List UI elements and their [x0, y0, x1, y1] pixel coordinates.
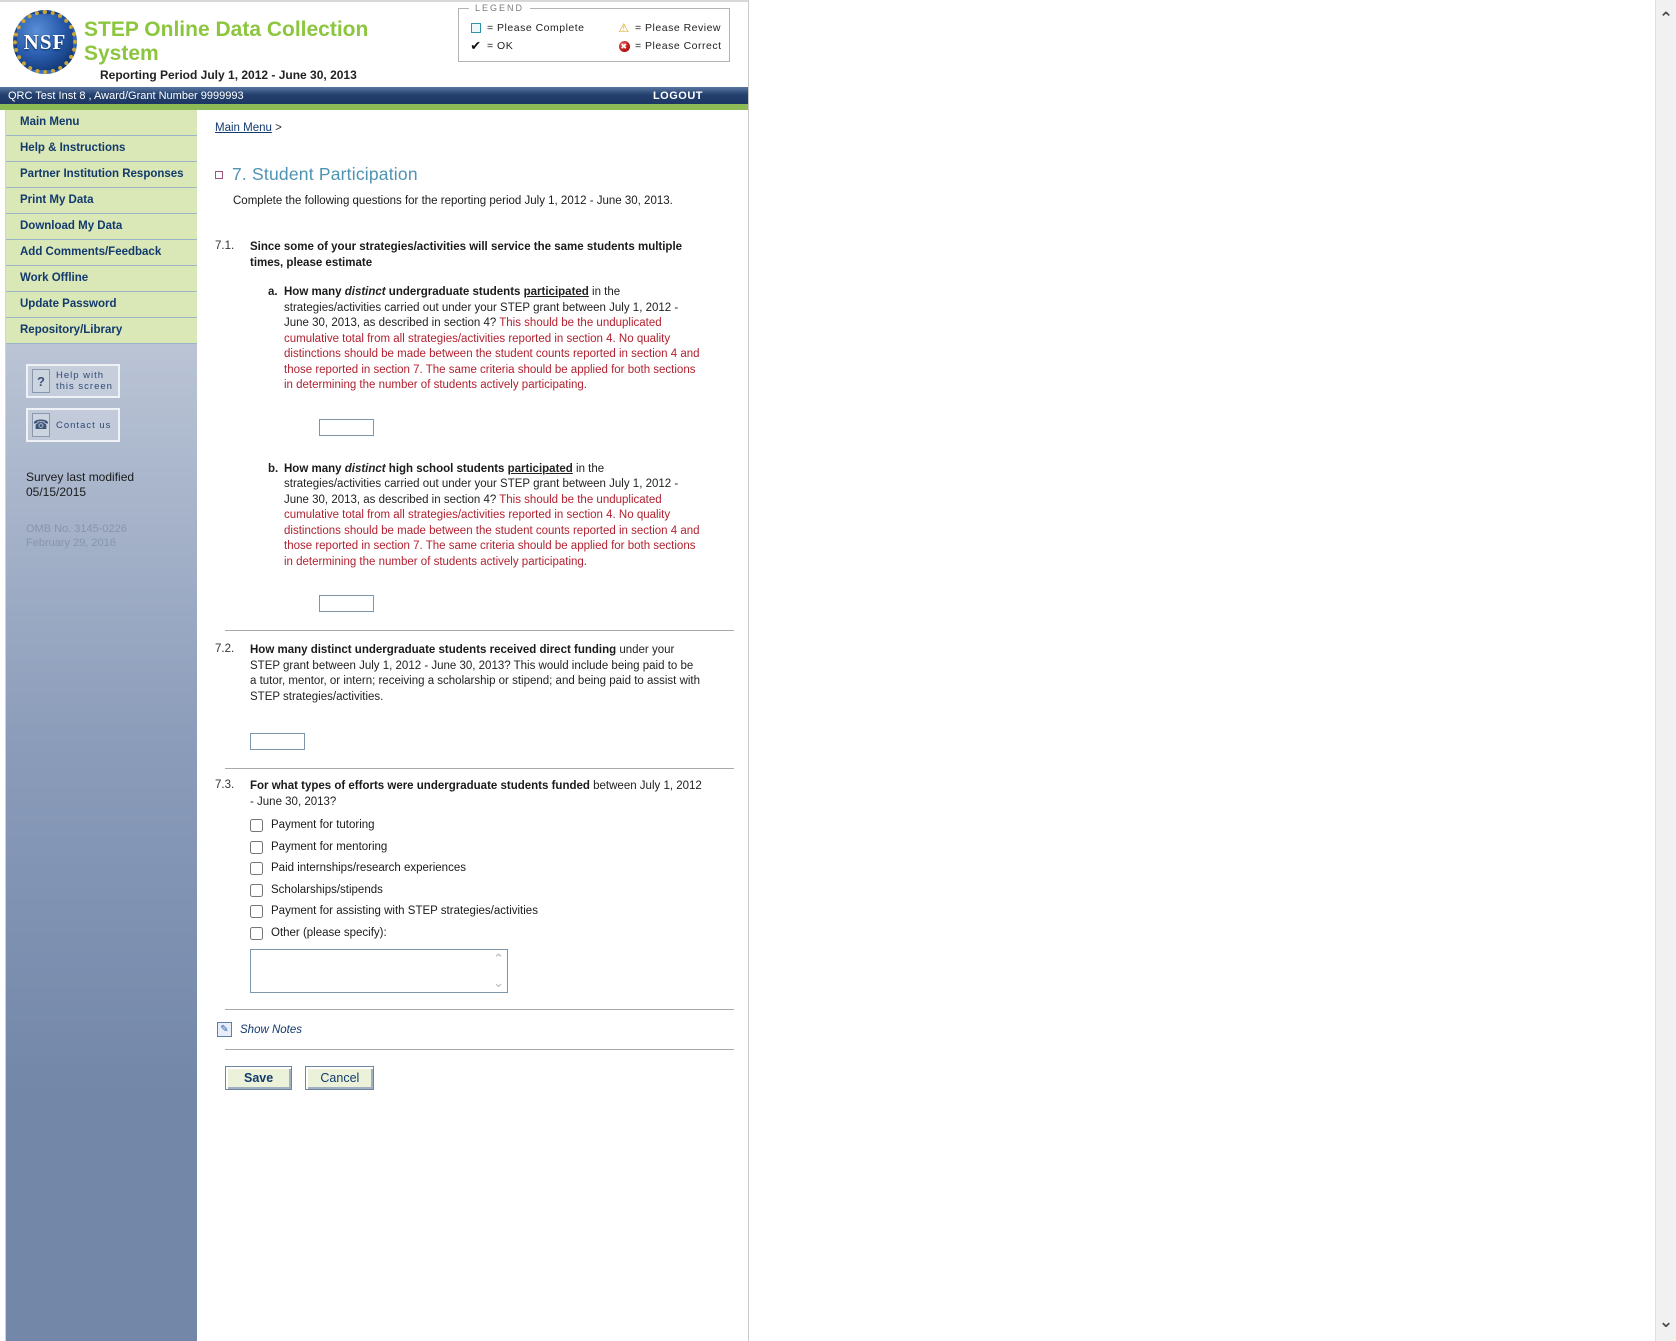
q71b-text: How many distinct high school students participated in the strategies/activities carried out under your STEP grant between July 1, 2012 - June 30, 2013, as described in section 4? This should be the unduplicated cumulative total from all strategies/activities reported in section 4. No quality distinctions should be made between the student counts reported in section 4 and those reported in section 7. The same criteria should be applied for both sections in determining the number of students actively participating.	[284, 462, 700, 568]
form-buttons	[225, 1066, 736, 1090]
q72-count-input[interactable]	[250, 733, 305, 750]
sidebar-item-add-comments-feedback[interactable]: Add Comments/Feedback	[6, 240, 197, 266]
omb-date: February 29, 2016	[26, 537, 116, 549]
sidebar-item-work-offline[interactable]: Work Offline	[6, 266, 197, 292]
survey-last-modified	[26, 470, 197, 500]
sidebar-item-help-instructions[interactable]: Help & Instructions	[6, 136, 197, 162]
checkbox-row-paid-internships	[250, 861, 702, 877]
please-correct-error-icon: ✖	[620, 41, 628, 51]
survey-last-modified-line1: Survey last modified	[26, 470, 135, 484]
payment-mentoring-checkbox[interactable]	[250, 841, 263, 854]
question-mark-icon: ?	[32, 369, 50, 393]
sidebar	[6, 110, 197, 1341]
contact-us-button[interactable]	[26, 408, 120, 442]
show-notes-link[interactable]	[217, 1022, 736, 1037]
scholarships-stipends-checkbox[interactable]	[250, 884, 263, 897]
other-specify-checkbox[interactable]	[250, 927, 263, 940]
checkbox-row-payment-mentoring	[250, 840, 702, 856]
ok-check-icon: ✔	[470, 38, 482, 53]
checkbox-row-payment-assisting	[250, 904, 702, 920]
omb-number: OMB No. 3145-0226	[26, 523, 127, 535]
institution-label: QRC Test Inst 8 , Award/Grant Number 9999993	[8, 89, 244, 102]
legend-label: = Please Complete	[487, 22, 585, 34]
question-7-2-number: 7.2.	[215, 643, 235, 655]
breadcrumb-separator: >	[275, 122, 282, 134]
legend-label: = OK	[487, 40, 514, 52]
legend-item-please-correct	[617, 37, 729, 55]
paid-internships-checkbox[interactable]	[250, 862, 263, 875]
page-title: 7. Student Participation	[232, 164, 418, 184]
omb-note	[26, 522, 197, 550]
intro-text: Complete the following questions for the reporting period July 1, 2012 - June 30, 2013.	[233, 195, 673, 207]
sidebar-item-partner-institution-responses[interactable]: Partner Institution Responses	[6, 162, 197, 188]
q73-text: For what types of efforts were undergraduate students funded between July 1, 2012 - June 30, 2013?	[250, 780, 702, 808]
checkbox-label: Payment for assisting with STEP strategies/activities	[271, 905, 538, 917]
sidebar-item-download-my-data[interactable]: Download My Data	[6, 214, 197, 240]
legend-item-please-review	[617, 19, 729, 37]
sidebar-menu	[6, 110, 197, 344]
scroll-down-arrow-icon[interactable]: ⌄	[1658, 1312, 1674, 1331]
phone-icon: ☎	[32, 413, 50, 437]
textarea-scroll-up-icon: ⌃	[493, 951, 504, 966]
cancel-button[interactable]: Cancel	[305, 1066, 374, 1090]
textarea-scroll-down-icon: ⌄	[493, 975, 504, 990]
q71a-text: How many distinct undergraduate students participated in the strategies/activities carried out under your STEP grant between July 1, 2012 - June 30, 2013, as described in section 4? This should be the unduplicated cumulative total from all strategies/activities reported in section 4. No quality distinctions should be made between the student counts reported in section 4 and those reported in section 7. The same criteria should be applied for both sections in determining the number of students actively participating.	[284, 286, 700, 391]
please-complete-square-icon	[469, 23, 483, 33]
show-notes-label: Show Notes	[240, 1023, 303, 1036]
contact-us-label: Contact us	[56, 419, 112, 431]
question-7-1-a-label: a.	[268, 286, 278, 298]
reporting-period: Reporting Period July 1, 2012 - June 30, 2013	[100, 68, 357, 82]
question-7-2	[215, 643, 736, 750]
sidebar-item-print-my-data[interactable]: Print My Data	[6, 188, 197, 214]
question-7-1-b-label: b.	[268, 462, 279, 475]
question-7-3	[215, 779, 736, 993]
app-title-line2: System	[84, 42, 159, 65]
checkbox-label: Paid internships/research experiences	[271, 862, 466, 874]
question-7-3-number: 7.3.	[215, 779, 235, 791]
payment-assisting-checkbox[interactable]	[250, 905, 263, 918]
q71b-count-input[interactable]	[319, 595, 374, 612]
q71a-red-note: This should be the unduplicated cumulative total from all strategies/activities reported in section 4. No quality distinctions should be made between the student counts reported in section 4 and those reported in section 7. The same criteria should be applied for both sections in determining the number of students actively participating.	[284, 317, 700, 391]
breadcrumb-main-menu-link[interactable]: Main Menu	[215, 122, 272, 134]
question-7-1	[215, 240, 736, 612]
checkbox-row-scholarships-stipends	[250, 883, 702, 899]
save-button[interactable]: Save	[225, 1066, 292, 1090]
app-window	[0, 0, 749, 1341]
legend-item-ok	[469, 37, 617, 55]
nsf-logo	[13, 10, 77, 74]
checkbox-label: Scholarships/stipends	[271, 883, 383, 896]
help-with-this-screen-label: Help with this screen	[56, 370, 113, 392]
page-scrollbar[interactable]	[1655, 0, 1676, 1341]
question-7-1-number: 7.1.	[215, 240, 235, 252]
notes-pencil-icon: ✎	[217, 1022, 232, 1037]
institution-bar	[0, 87, 748, 104]
app-title-line1: STEP Online Data Collection	[84, 18, 369, 41]
main-content	[197, 110, 748, 1341]
question-7-1-a	[268, 285, 702, 436]
help-with-this-screen-button[interactable]	[26, 364, 120, 398]
divider	[225, 630, 734, 631]
divider	[225, 768, 734, 769]
checkbox-label: Other (please specify):	[271, 926, 387, 939]
sidebar-lower-panel	[6, 344, 197, 1341]
legend-title: LEGEND	[469, 3, 530, 13]
please-review-warning-icon: ⚠	[618, 21, 630, 35]
section-status-square-icon	[215, 171, 223, 179]
payment-tutoring-checkbox[interactable]	[250, 819, 263, 832]
logout-button[interactable]: LOGOUT	[652, 89, 703, 102]
checkbox-label: Payment for tutoring	[271, 819, 375, 831]
question-7-1-b	[268, 462, 702, 613]
legend-label: = Please Review	[635, 22, 721, 34]
legend-item-please-complete	[469, 19, 617, 37]
sidebar-item-main-menu[interactable]: Main Menu	[6, 110, 197, 136]
survey-last-modified-date: 05/15/2015	[26, 485, 87, 499]
checkbox-row-other-specify	[250, 926, 702, 942]
breadcrumb	[215, 122, 736, 134]
divider	[225, 1009, 734, 1010]
q71a-count-input[interactable]	[319, 419, 374, 436]
q72-text: How many distinct undergraduate students received direct funding under your STEP grant between July 1, 2012 - June 30, 2013? This would include being paid to be a tutor, mentor, or intern; receiving a scholarship or stipend; and being paid to assist with STEP strategies/activities.	[250, 644, 701, 703]
nsf-logo-text: NSF	[23, 29, 67, 54]
header	[0, 2, 748, 87]
legend-label: = Please Correct	[635, 40, 722, 52]
divider	[225, 1049, 734, 1050]
sidebar-item-repository-library[interactable]: Repository/Library	[6, 318, 197, 344]
legend-grid	[469, 19, 721, 55]
page-title-row	[215, 164, 736, 185]
sidebar-item-update-password[interactable]: Update Password	[6, 292, 197, 318]
checkbox-label: Payment for mentoring	[271, 840, 388, 853]
scroll-up-arrow-icon[interactable]: ⌃	[1658, 9, 1674, 28]
other-specify-textarea[interactable]	[250, 949, 508, 993]
legend	[458, 3, 730, 62]
app-title	[84, 18, 368, 66]
q71b-red-note: This should be the unduplicated cumulative total from all strategies/activities reported in section 4. No quality distinctions should be made between the student counts reported in section 4 and those reported in section 7. The same criteria should be applied for both sections in determining the number of students actively participating.	[284, 493, 700, 568]
checkbox-row-payment-tutoring	[250, 818, 702, 834]
question-7-1-text: Since some of your strategies/activities will service the same students multiple times, please estimate	[250, 241, 683, 269]
